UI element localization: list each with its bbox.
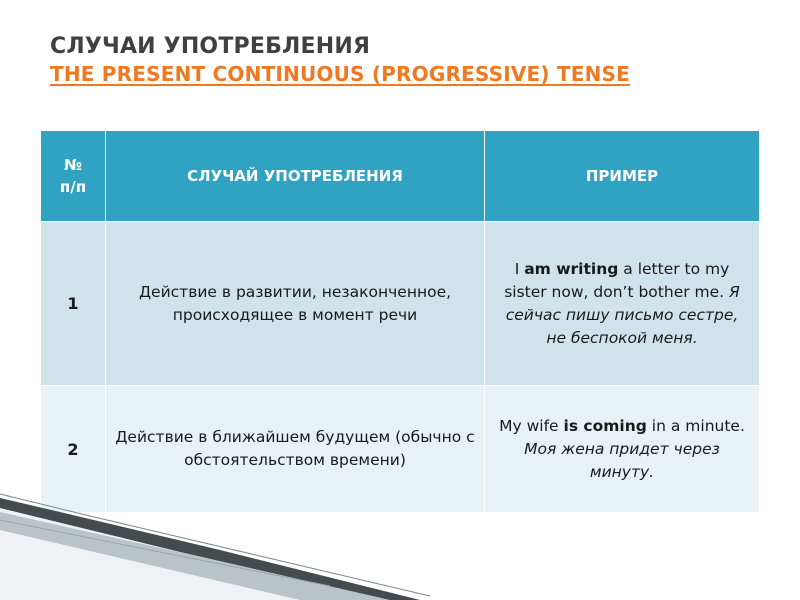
example-verb: is coming: [563, 416, 647, 435]
table-header-row: [41, 131, 760, 222]
header-number-symbol: №: [63, 156, 83, 174]
title-line-2: THE PRESENT CONTINUOUS (PROGRESSIVE) TENSE: [50, 62, 631, 86]
table-row: [41, 222, 760, 386]
usage-table: [40, 130, 760, 513]
row-case: Действие в развитии, незаконченное, происходящее в момент речи: [106, 222, 485, 386]
slide-title: [50, 33, 630, 87]
example-translation: Я сейчас пишу письмо сестре, не беспокой меня.: [505, 282, 740, 347]
example-text: I: [514, 259, 525, 278]
row-number: 2: [41, 386, 106, 513]
example-verb: am writing: [524, 259, 619, 278]
row-case: Действие в ближайшем будущем (обычно с обстоятельством времени): [106, 386, 485, 513]
example-translation: Моя жена придет через минуту.: [524, 439, 720, 481]
example-text-rest: a letter to my sister now, don’t bother me.: [504, 259, 730, 301]
header-number: [41, 131, 106, 222]
row-example: [485, 222, 760, 386]
row-number: 1: [41, 222, 106, 386]
header-case: СЛУЧАЙ УПОТРЕБЛЕНИЯ: [106, 131, 485, 222]
decorative-swoosh: [0, 490, 800, 600]
example-text: My wife: [499, 416, 564, 435]
example-text-rest: in a minute.: [646, 416, 745, 435]
title-line-1: СЛУЧАИ УПОТРЕБЛЕНИЯ: [50, 34, 371, 59]
header-example: ПРИМЕР: [485, 131, 760, 222]
header-number-abbr: п/п: [59, 178, 87, 196]
